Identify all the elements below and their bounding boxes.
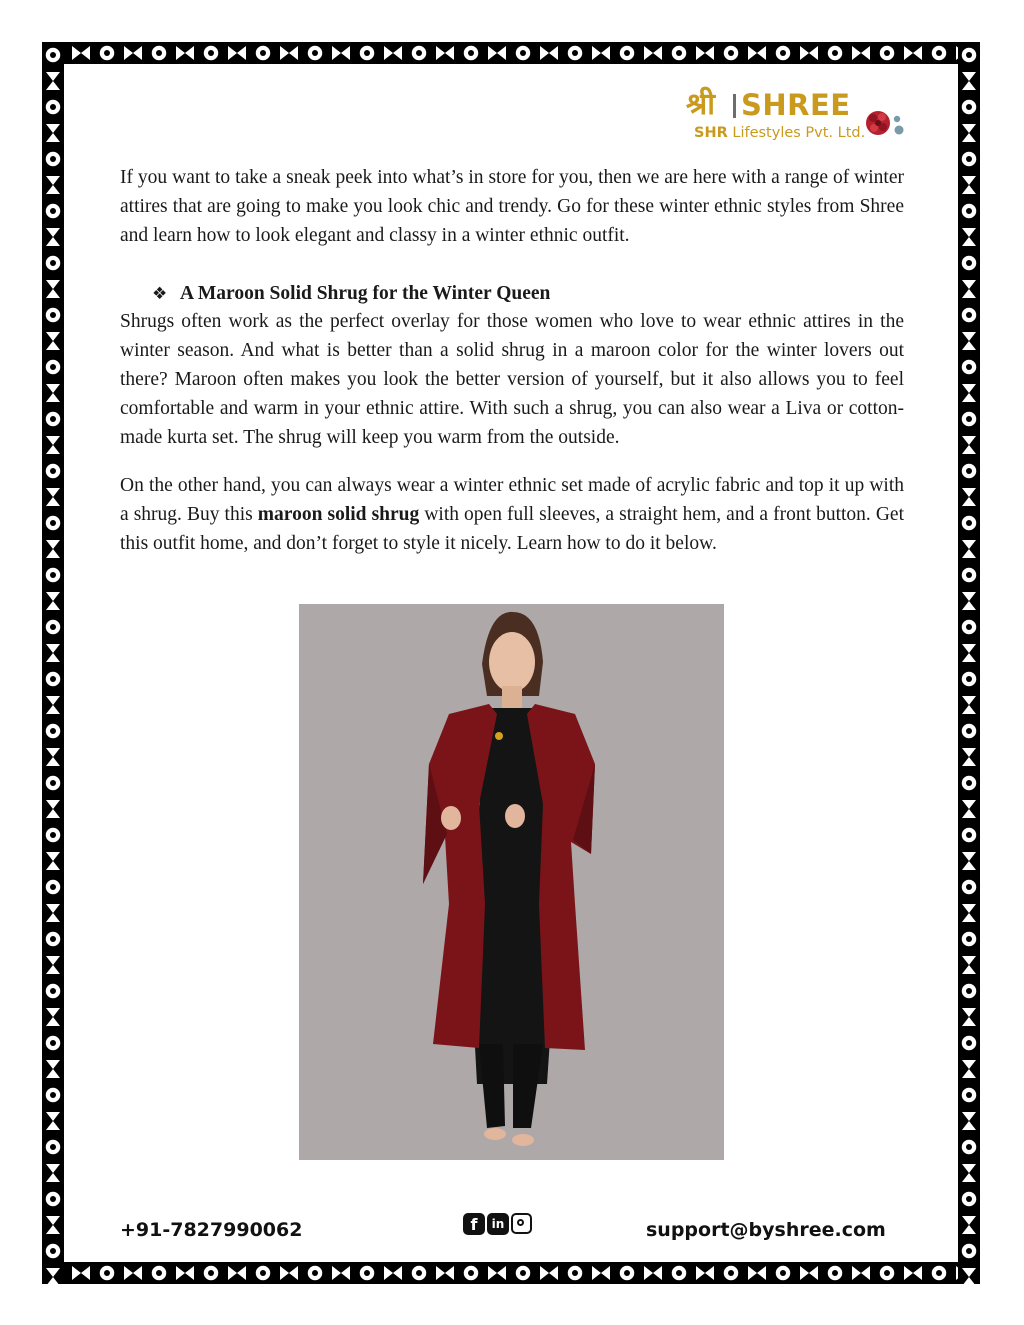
other-hand-paragraph: On the other hand, you can always wear a winter ethnic set made of acrylic fabric and top it up with a shrug. Buy this maroon solid shrug with open full sleeves, a straight hem, and a front button. Get this outfit home, and don’t forget to style it nicely. Learn how to do it below. bbox=[120, 475, 904, 554]
linkedin-icon[interactable]: in bbox=[487, 1213, 509, 1235]
footer-phone[interactable]: +91-7827990062 bbox=[120, 1219, 303, 1241]
model-photo bbox=[299, 604, 724, 1160]
intro-paragraph: If you want to take a sneak peek into what’s in store for you, then we are here with a range of winter attires that are going to make you look chic and trendy. Go for these winter ethnic styles from Shree and learn how to look elegant and classy in a winter ethnic outfit. bbox=[120, 167, 904, 246]
social-icons bbox=[463, 1213, 532, 1235]
shrugs-paragraph: Shrugs often work as the perfect overlay for those women who love to wear ethnic attires in the winter season. And what is better than a solid shrug in a maroon color for the winter lovers out there? Maroon often makes you look the better version of yourself, but it also allows you to feel comfortable and warm in your ethnic attire. With such a shrug, you can also wear a Liva or cotton-made kurta set. The shrug will keep you warm from the outside. bbox=[120, 311, 904, 448]
diamond-bullet-icon: ❖ bbox=[152, 284, 168, 304]
logo-name: SHREE bbox=[741, 88, 851, 122]
logo-subtitle: SHR Lifestyles Pvt. Ltd. bbox=[694, 125, 866, 141]
maroon-solid-shrug-link[interactable]: maroon solid shrug bbox=[257, 504, 420, 525]
model-maroon-shrug-photo bbox=[299, 604, 724, 1160]
logo-separator bbox=[733, 94, 736, 118]
section-heading: ❖ A Maroon Solid Shrug for the Winter Queen bbox=[152, 279, 550, 309]
logo-devanagari: श्री bbox=[686, 87, 716, 122]
shree-logo[interactable] bbox=[686, 88, 911, 148]
facebook-icon[interactable]: f bbox=[463, 1213, 485, 1235]
instagram-icon[interactable] bbox=[511, 1213, 532, 1234]
logo-flower-icon bbox=[864, 106, 914, 140]
footer-email[interactable]: support@byshree.com bbox=[646, 1219, 886, 1241]
